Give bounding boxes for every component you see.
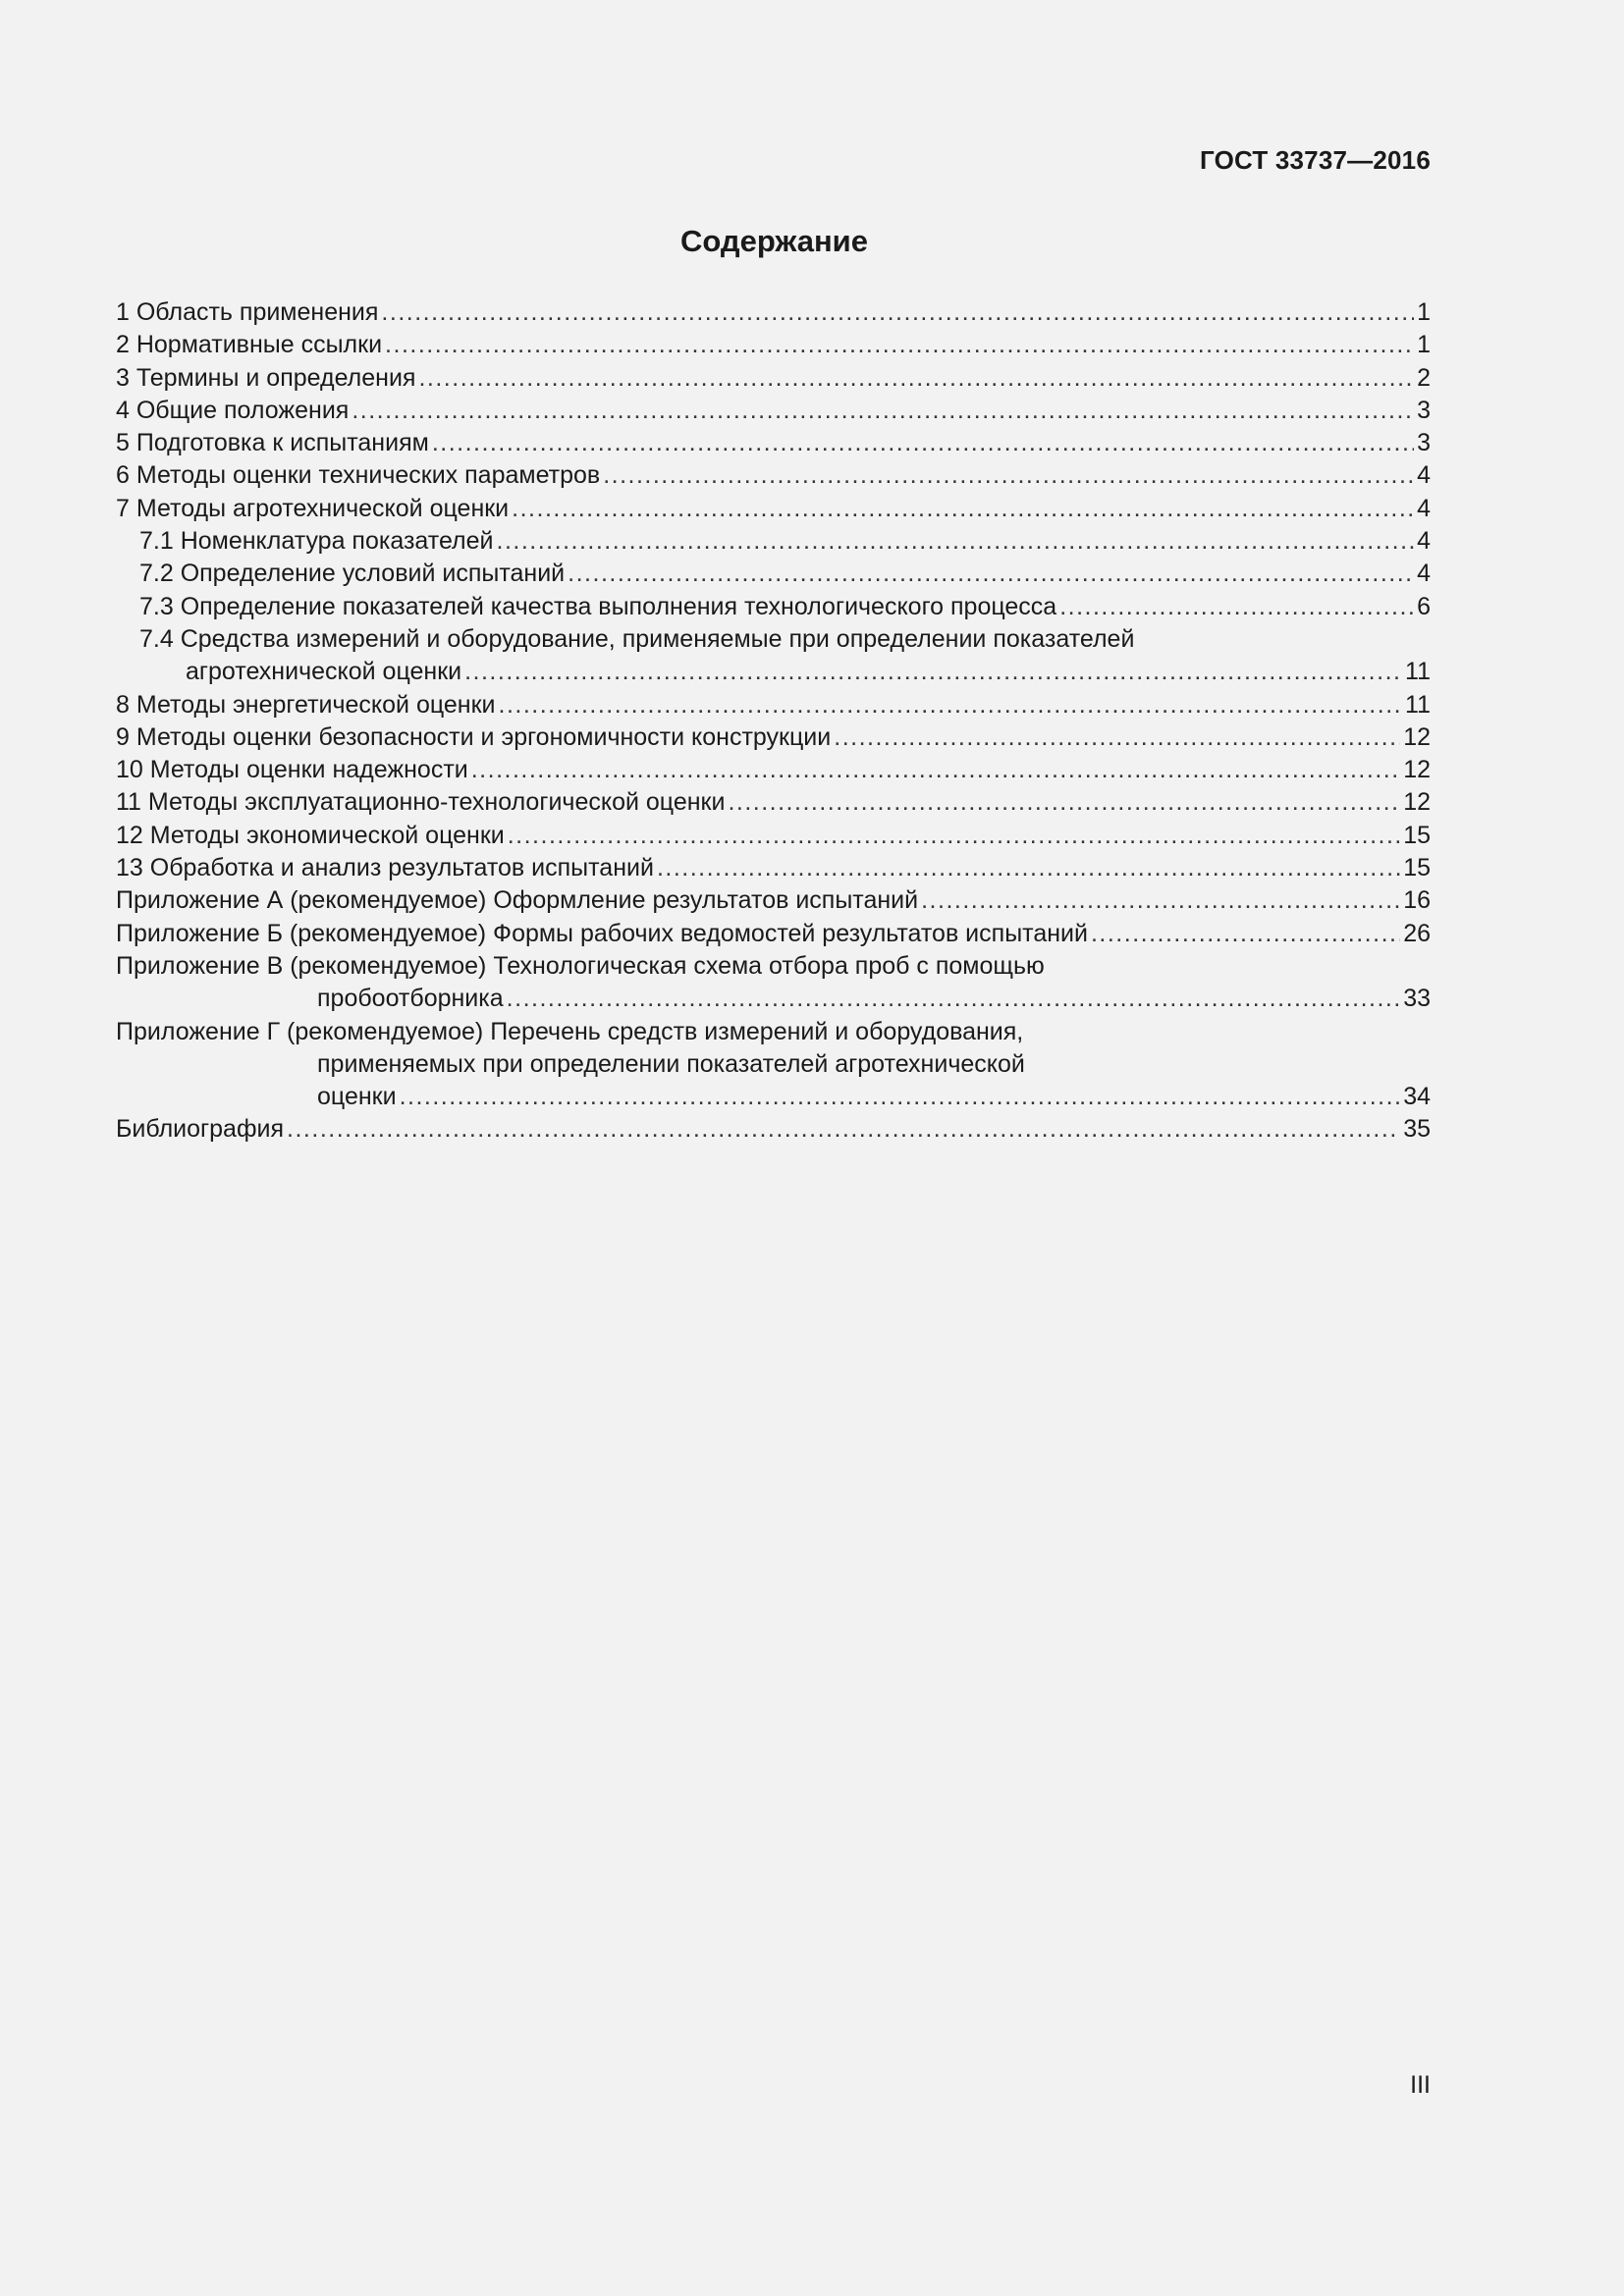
toc-entry-4[interactable]: [116, 395, 1431, 427]
document-code-header: ГОСТ 33737—2016: [1200, 145, 1431, 175]
toc-entry-text-line: Приложение Г (рекомендуемое) Перечень средств измерений и оборудования,: [116, 1017, 1024, 1045]
toc-entry-3[interactable]: [116, 362, 1431, 395]
dot-leader: [432, 427, 1414, 459]
toc-entry-text: 4 Общие положения: [116, 396, 350, 424]
toc-page-number: 1: [1417, 331, 1431, 359]
toc-entry-text: 7.2 Определение условий испытаний: [139, 560, 566, 588]
toc-page-number: 6: [1417, 592, 1431, 620]
toc-page-number: 2: [1417, 363, 1431, 392]
toc-entry-text: 7.1 Номенклатура показателей: [139, 527, 494, 556]
dot-leader: [1059, 591, 1414, 623]
toc-entry-13[interactable]: [116, 852, 1431, 884]
toc-entry-appendix-v[interactable]: [116, 950, 1431, 1016]
toc-entry-text-line: агротехнической оценки: [186, 658, 462, 686]
toc-entry-text: 13 Обработка и анализ результатов испытаний: [116, 854, 654, 882]
toc-entry-text: 2 Нормативные ссылки: [116, 331, 383, 359]
dot-leader: [507, 983, 1401, 1015]
dot-leader: [381, 296, 1414, 329]
toc-entry-text-line: пробоотборника: [317, 985, 504, 1013]
toc-entry-text-line: применяемых при определении показателей агротехнической: [317, 1049, 1025, 1078]
toc-entry-appendix-g[interactable]: [116, 1016, 1431, 1114]
toc-page-number: 4: [1417, 461, 1431, 490]
toc-entry-text: 3 Термины и определения: [116, 363, 416, 392]
dot-leader: [508, 820, 1400, 852]
dot-leader: [921, 884, 1400, 917]
toc-page-number: 3: [1417, 396, 1431, 424]
toc-page-number: 4: [1417, 494, 1431, 522]
dot-leader: [512, 493, 1414, 525]
dot-leader: [352, 395, 1414, 427]
toc-entry-text: 1 Область применения: [116, 298, 379, 326]
page-title: Содержание: [680, 224, 868, 258]
toc-page-number: 11: [1405, 690, 1431, 719]
toc-entry-7-1[interactable]: [116, 525, 1431, 558]
table-of-contents: [116, 296, 1431, 1147]
dot-leader: [418, 362, 1414, 395]
toc-page-number: 12: [1403, 788, 1431, 817]
toc-page-number: 16: [1403, 886, 1431, 915]
toc-page-number: 1: [1417, 298, 1431, 326]
toc-page-number: 12: [1403, 722, 1431, 751]
toc-page-number: 3: [1417, 429, 1431, 457]
toc-entry-text: 5 Подготовка к испытаниям: [116, 429, 429, 457]
toc-entry-appendix-a[interactable]: [116, 884, 1431, 917]
dot-leader: [603, 459, 1414, 492]
toc-page-number: 33: [1403, 985, 1431, 1013]
toc-entry-2[interactable]: [116, 329, 1431, 361]
dot-leader: [499, 689, 1403, 721]
toc-entry-9[interactable]: [116, 721, 1431, 754]
toc-entry-10[interactable]: [116, 754, 1431, 786]
toc-entry-text: 11 Методы эксплуатационно-технологической оценки: [116, 788, 726, 817]
toc-entry-text: 12 Методы экономической оценки: [116, 821, 505, 849]
toc-page-number: 26: [1403, 919, 1431, 947]
toc-entry-11[interactable]: [116, 786, 1431, 819]
toc-page-number: 4: [1417, 527, 1431, 556]
toc-entry-text: 6 Методы оценки технических параметров: [116, 461, 601, 490]
toc-entry-text: Приложение Б (рекомендуемое) Формы рабочих ведомостей результатов испытаний: [116, 919, 1088, 947]
dot-leader: [400, 1081, 1401, 1113]
toc-entry-bibliography[interactable]: [116, 1113, 1431, 1146]
toc-entry-7-3[interactable]: [116, 591, 1431, 623]
toc-page-number: 15: [1403, 854, 1431, 882]
toc-entry-7-4[interactable]: [116, 623, 1431, 689]
toc-entry-text: 10 Методы оценки надежности: [116, 756, 468, 784]
dot-leader: [287, 1113, 1400, 1146]
dot-leader: [471, 754, 1400, 786]
toc-entry-text: 7 Методы агротехнической оценки: [116, 494, 510, 522]
toc-entry-text-line: Приложение В (рекомендуемое) Технологическая схема отбора проб с помощью: [116, 951, 1045, 980]
toc-entry-7[interactable]: [116, 493, 1431, 525]
dot-leader: [1091, 918, 1400, 950]
toc-entry-1[interactable]: [116, 296, 1431, 329]
toc-entry-appendix-b[interactable]: [116, 918, 1431, 950]
toc-page-number: 4: [1417, 560, 1431, 588]
dot-leader: [834, 721, 1400, 754]
dot-leader: [657, 852, 1400, 884]
toc-page-number: 35: [1403, 1115, 1431, 1144]
dot-leader: [497, 525, 1415, 558]
dot-leader: [464, 656, 1402, 688]
toc-entry-text-line: оценки: [317, 1083, 397, 1111]
toc-page-number: 34: [1403, 1083, 1431, 1111]
toc-page-number: 15: [1403, 821, 1431, 849]
toc-entry-5[interactable]: [116, 427, 1431, 459]
toc-entry-text: Приложение А (рекомендуемое) Оформление результатов испытаний: [116, 886, 919, 915]
dot-leader: [728, 786, 1400, 819]
dot-leader: [385, 329, 1414, 361]
toc-entry-text-line: 7.4 Средства измерений и оборудование, применяемые при определении показателей: [139, 624, 1135, 653]
toc-entry-7-2[interactable]: [116, 558, 1431, 590]
page-number-footer: III: [1410, 2071, 1431, 2099]
toc-entry-text: 8 Методы энергетической оценки: [116, 690, 496, 719]
toc-entry-6[interactable]: [116, 459, 1431, 492]
toc-page-number: 12: [1403, 756, 1431, 784]
toc-entry-text: Библиография: [116, 1115, 285, 1144]
toc-page-number: 11: [1405, 658, 1431, 686]
toc-entry-text: 9 Методы оценки безопасности и эргономичности конструкции: [116, 722, 832, 751]
dot-leader: [568, 558, 1414, 590]
toc-entry-8[interactable]: [116, 689, 1431, 721]
toc-entry-text: 7.3 Определение показателей качества выполнения технологического процесса: [139, 592, 1057, 620]
toc-entry-12[interactable]: [116, 820, 1431, 852]
